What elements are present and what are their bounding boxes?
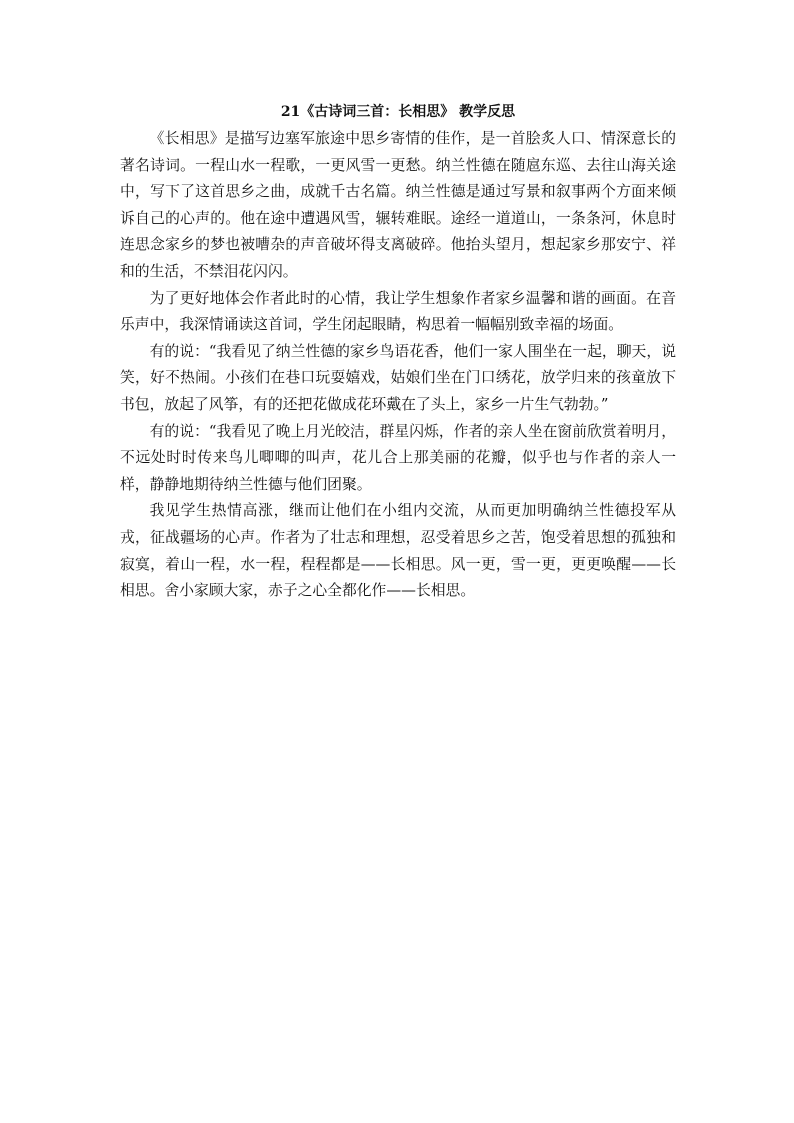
paragraph-imagination: 为了更好地体会作者此时的心情，我让学生想象作者家乡温馨和谐的画面。在音乐声中，我深情诵读这首词，学生闭起眼睛，构思着一幅幅别致幸福的场面。 [120,289,676,334]
paragraph-student-answer-1: 有的说：“我看见了纳兰性德的家乡鸟语花香，他们一家人围坐在一起，聊天，说笑，好不热闹。小孩们在巷口玩耍嬉戏，姑娘们坐在门口绣花，放学归来的孩童放下书包，放起了风筝，有的还把花做成花环戴在了头上，家乡一片生气勃勃。” [120,342,676,413]
document-body [120,100,676,605]
paragraph-conclusion: 我见学生热情高涨，继而让他们在小组内交流，从而更加明确纳兰性德投军从戎，征战疆场的心声。作者为了壮志和理想，忍受着思乡之苦，饱受着思想的孤独和寂寞，着山一程，水一程，程程都是——长相思。风一更，雪一更，更更唤醒——长相思。舍小家顾大家，赤子之心全都化作——长相思。 [120,502,676,600]
paragraph-intro: 《长相思》是描写边塞军旅途中思乡寄情的佳作，是一首脍炙人口、情深意长的著名诗词。一程山水一程歌，一更风雪一更愁。纳兰性德在随扈东巡、去往山海关途中，写下了这首思乡之曲，成就千古名篇。纳兰性德是通过写景和叙事两个方面来倾诉自己的心声的。他在途中遭遇风雪，辗转难眠。途经一道道山，一条条河，休息时连思念家乡的梦也被嘈杂的声音破坏得支离破碎。他抬头望月，想起家乡那安宁、祥和的生活，不禁泪花闪闪。 [120,130,676,280]
paragraph-student-answer-2: 有的说：“我看见了晚上月光皎洁，群星闪烁，作者的亲人坐在窗前欣赏着明月，不远处时时传来鸟儿唧唧的叫声，花儿合上那美丽的花瓣，似乎也与作者的亲人一样，静静地期待纳兰性德与他们团聚。 [120,422,676,493]
document-title: 21《古诗词三首：长相思》 教学反思 [280,104,516,120]
